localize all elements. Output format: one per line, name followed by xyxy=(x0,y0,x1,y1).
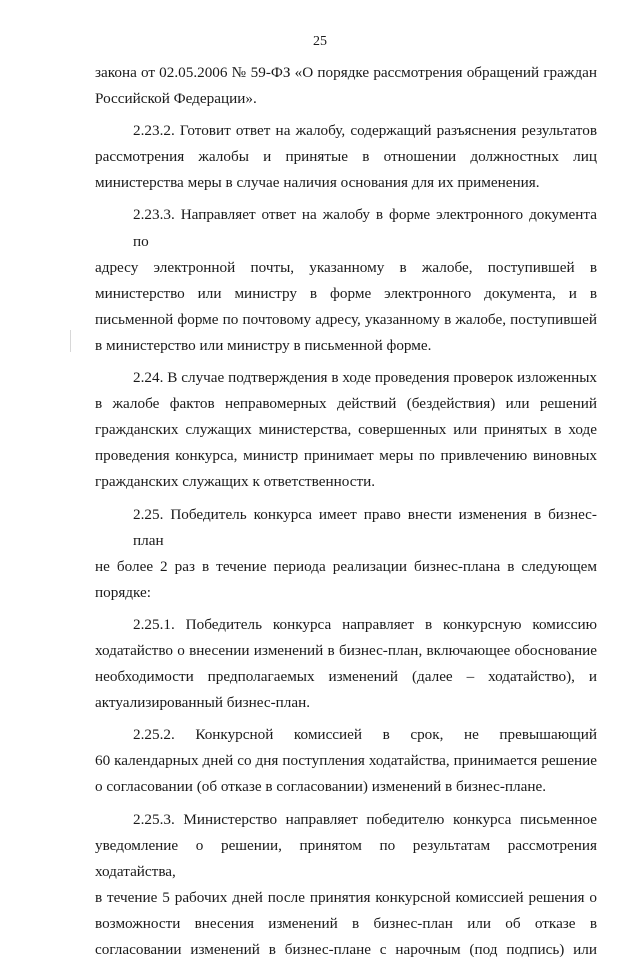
text-line: рассмотрения жалобы и принятые в отношении должностных лиц xyxy=(95,148,597,166)
paragraph-2-25-3 xyxy=(95,807,597,963)
paragraph-2-23-2 xyxy=(95,118,597,196)
text-line: гражданских служащих министерства, совершенных или принятых в ходе xyxy=(95,421,597,439)
text-line: 2.25.2. Конкурсной комиссией в срок, не превышающий xyxy=(133,726,597,744)
text-line: уведомление о решении, принятом по результатам рассмотрения ходатайства, xyxy=(95,836,597,880)
paragraph-2-24 xyxy=(95,365,597,495)
text-line: проведения конкурса, министр принимает меры по привлечению виновных xyxy=(95,447,597,465)
text-line: в течение 5 рабочих дней после принятия конкурсной комиссией решения о xyxy=(95,888,597,906)
text-line: необходимости предполагаемых изменений (далее – ходатайство), и xyxy=(95,668,597,686)
text-line: министерство или министру в форме электронного документа, и в xyxy=(95,284,597,302)
text-line: не более 2 раз в течение периода реализации бизнес-плана в следующем xyxy=(95,557,597,575)
text-line: ходатайство о внесении изменений в бизнес-план, включающее обоснование xyxy=(95,641,597,659)
text-line: в министерство или министру в письменной форме. xyxy=(95,336,432,354)
text-line: согласовании изменений в бизнес-плане с нарочным (под подпись) или xyxy=(95,941,597,958)
paragraph-2-25-1 xyxy=(95,612,597,716)
document-body xyxy=(95,60,597,963)
text-line: актуализированный бизнес-план. xyxy=(95,694,311,712)
text-line: письменной форме по почтовому адресу, указанному в жалобе, поступившей xyxy=(95,310,597,328)
text-line: 2.23.2. Готовит ответ на жалобу, содержащий разъяснения результатов xyxy=(133,122,597,140)
text-line: в жалобе фактов неправомерных действий (бездействия) или решений xyxy=(95,395,597,413)
paragraph-2-25-2 xyxy=(95,722,597,800)
paragraph-2-25 xyxy=(95,502,597,606)
text-line: 2.25. Победитель конкурса имеет право внести изменения в бизнес-план xyxy=(133,505,597,549)
text-line: порядке: xyxy=(95,583,151,601)
text-line: 2.25.3. Министерство направляет победителю конкурса письменное xyxy=(133,810,597,828)
paragraph-continuation xyxy=(95,60,597,112)
text-line: 60 календарных дней со дня поступления ходатайства, принимается решение xyxy=(95,752,597,770)
text-line: гражданских служащих к ответственности. xyxy=(95,473,376,491)
text-line: Российской Федерации». xyxy=(95,90,257,108)
text-line: возможности внесения изменений в бизнес-план или об отказе в xyxy=(95,914,597,932)
text-line: 2.24. В случае подтверждения в ходе проведения проверок изложенных xyxy=(133,369,597,387)
text-line: 2.23.3. Направляет ответ на жалобу в форме электронного документа по xyxy=(133,206,597,250)
text-line: министерства меры в случае наличия основания для их применения. xyxy=(95,174,540,192)
page-number: 25 xyxy=(313,34,327,49)
text-line: закона от 02.05.2006 № 59-ФЗ «О порядке рассмотрения обращений граждан xyxy=(95,64,597,81)
text-line: о согласовании (об отказе в согласовании) изменений в бизнес-плане. xyxy=(95,778,547,796)
paragraph-2-23-3 xyxy=(95,202,597,359)
margin-mark xyxy=(70,330,71,352)
text-line: адресу электронной почты, указанному в жалобе, поступившей в xyxy=(95,258,597,276)
text-line: 2.25.1. Победитель конкурса направляет в конкурсную комиссию xyxy=(133,615,597,633)
